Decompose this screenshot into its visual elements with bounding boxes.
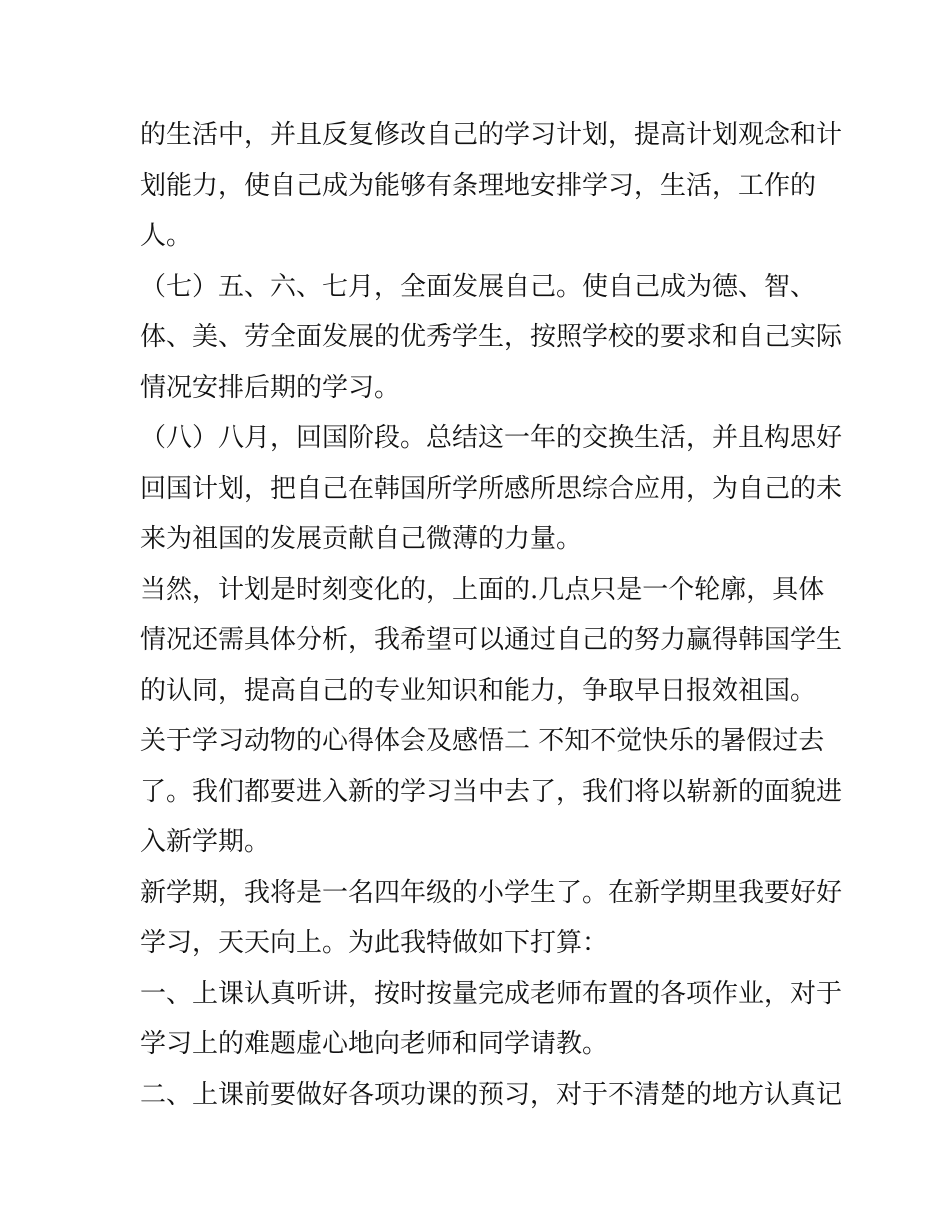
text-line: 人。	[140, 221, 193, 251]
document-body	[140, 110, 843, 1120]
text-line: 学习上的难题虚心地向老师和同学请教。	[140, 1029, 609, 1059]
text-line: （七）五、六、七月，全面发展自己。使自己成为德、智、	[140, 271, 817, 302]
text-line: 回国计划，把自己在韩国所学所感所思综合应用，为自己的未	[140, 473, 843, 504]
text-line: 新学期，我将是一名四年级的小学生了。在新学期里我要好好	[140, 877, 843, 908]
text-line: 学习，天天向上。为此我特做如下打算：	[140, 928, 609, 958]
text-line: 来为祖国的发展贡献自己微薄的力量。	[140, 524, 583, 554]
text-line: 的认同，提高自己的专业知识和能力，争取早日报效祖国。	[140, 675, 817, 706]
text-line: 情况还需具体分析，我希望可以通过自己的努力赢得韩国学生	[140, 625, 843, 655]
text-line: 二、上课前要做好各项功课的预习，对于不清楚的地方认真记	[140, 1079, 843, 1110]
text-line: 划能力，使自己成为能够有条理地安排学习，生活，工作的	[140, 170, 817, 201]
text-line: 体、美、劳全面发展的优秀学生，按照学校的要求和自己实际	[140, 322, 843, 352]
text-line: 入新学期。	[140, 827, 271, 857]
text-line: （八）八月，回国阶段。总结这一年的交换生活，并且构思好	[140, 423, 843, 453]
text-line: 当然，计划是时刻变化的，上面的.几点只是一个轮廓，具体	[140, 574, 825, 605]
text-line: 关于学习动物的心得体会及感悟二 不知不觉快乐的暑假过去	[140, 726, 825, 756]
text-line: 一、上课认真听讲，按时按量完成老师布置的各项作业，对于	[140, 978, 843, 1009]
text-line: 了。我们都要进入新的学习当中去了，我们将以崭新的面貌进	[140, 776, 843, 807]
text-line: 的生活中，并且反复修改自己的学习计划，提高计划观念和计	[140, 120, 843, 150]
text-line: 情况安排后期的学习。	[140, 372, 401, 403]
